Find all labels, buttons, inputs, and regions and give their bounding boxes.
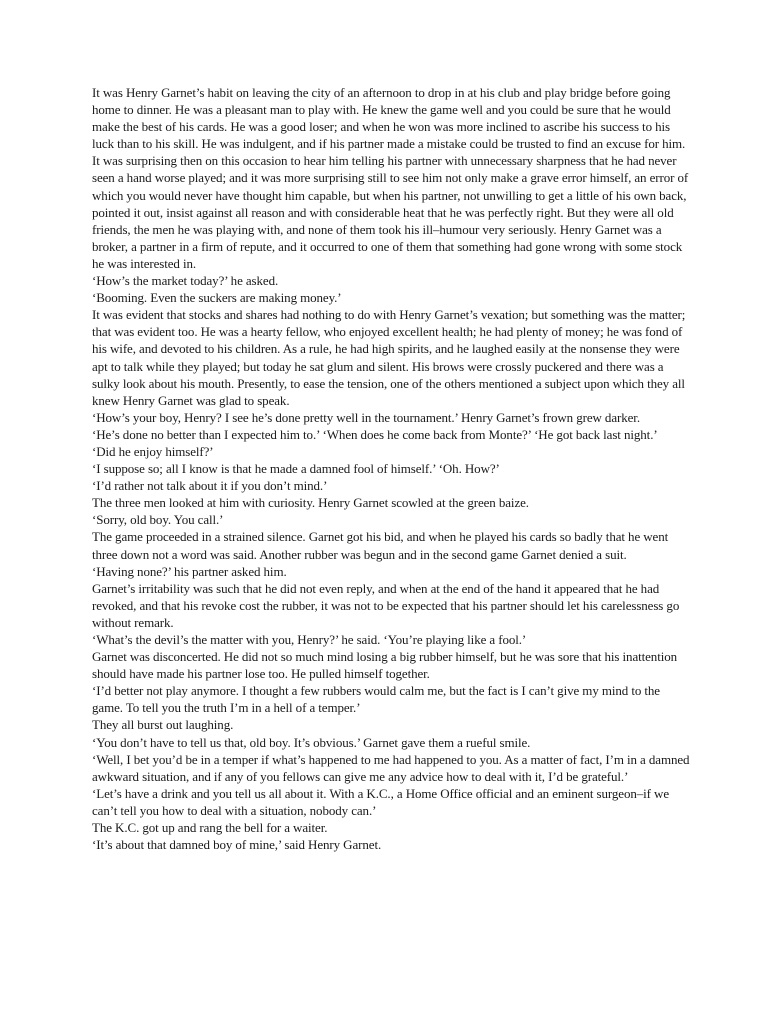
- dialogue-boy-question: ‘How’s your boy, Henry? I see he’s done pretty well in the tournament.’ Henry Garnet’s frown grew darker.: [92, 409, 640, 425]
- dialogue-having-none: ‘Having none?’ his partner asked him.: [92, 563, 287, 579]
- dialogue-fool: ‘I suppose so; all I know is that he made a damned fool of himself.’ ‘Oh. How?’: [92, 461, 500, 477]
- dialogue-devil: ‘What’s the devil’s the matter with you, Henry?’ he said. ‘You’re playing like a fool.’: [92, 632, 527, 647]
- paragraph-revoke: Garnet’s irritability was such that he did not even reply, and when at the end of the hand it appeared that he had revoked, and that his revoke cost the rubber, it was not to be expected that his partner should let his carelessness go without remark.: [92, 580, 680, 630]
- paragraph-strained-silence: The game proceeded in a strained silence. Garnet got his bid, and when he played his cards so badly that he went three down not a word was said. Another rubber was begun and in the second game Garnet denied a suit.: [92, 529, 669, 562]
- paragraph-curiosity: The three men looked at him with curiosity. Henry Garnet scowled at the green baize.: [92, 495, 529, 511]
- dialogue-temper: ‘I’d better not play anymore. I thought a few rubbers would calm me, but the fact is I can’t give my mind to the game. To tell you the truth I’m in a hell of a temper.’: [92, 683, 660, 716]
- paragraph-bell: The K.C. got up and rang the bell for a waiter.: [92, 820, 328, 836]
- paragraph-laughing: They all burst out laughing.: [92, 717, 234, 733]
- paragraph-opening: It was Henry Garnet’s habit on leaving the city of an afternoon to drop in at his club and play bridge before going home to dinner. He was a pleasant man to play with. He knew the game well and you could be sure that he would make the best of his cards. He was a good loser; and when he won was more inclined to ascribe his success to his luck than to his skill. He was indulgent, and if his partner made a mistake could be trusted to find an excuse for him. It was surprising then on this occasion to hear him telling his partner with unnecessary sharpness that he had never seen a hand worse played; and it was more surprising still to see him not only make a grave error himself, an error of which you would never have thought him capable, but when his partner, not unwilling to get a little of his own back, pointed it out, insist against all reason and with considerable heat that he was perfectly right. But they were all old friends, the men he was playing with, and none of them took his ill–humour very seriously. Henry Garnet was a broker, a partner in a firm of repute, and it occurred to one of them that something had gone wrong with some stock he was interested in.: [92, 85, 689, 271]
- dialogue-market-answer: ‘Booming. Even the suckers are making money.’: [92, 290, 342, 306]
- dialogue-market-question: ‘How’s the market today?’ he asked.: [92, 273, 279, 289]
- dialogue-drink: ‘Let’s have a drink and you tell us all about it. With a K.C., a Home Office official and an eminent surgeon–if we can’t tell you how to deal with a situation, nobody can.’: [92, 785, 670, 818]
- dialogue-enjoy: ‘Did he enjoy himself?’: [92, 443, 214, 459]
- paragraph-vexation: It was evident that stocks and shares had nothing to do with Henry Garnet’s vexation; but something was the matter; that was evident too. He was a hearty fellow, who enjoyed excellent health; he had plenty of money; he was fond of his wife, and devoted to his children. As a rule, he had high spirits, and he laughed easily at the nonsense they were apt to talk while they played; but today he sat glum and silent. His brows were crossly puckered and there was a sulky look about his mouth. Presently, to ease the tension, one of the others mentioned a subject upon which they all knew Henry Garnet was glad to speak.: [92, 307, 686, 408]
- dialogue-you-call: ‘Sorry, old boy. You call.’: [92, 512, 224, 528]
- document-page: [92, 84, 692, 853]
- dialogue-obvious: ‘You don’t have to tell us that, old boy. It’s obvious.’ Garnet gave them a rueful smile.: [92, 734, 531, 750]
- paragraph-disconcerted: Garnet was disconcerted. He did not so much mind losing a big rubber himself, but he was sore that his inattention should have made his partner lose too. He pulled himself together.: [92, 649, 678, 682]
- dialogue-awkward: ‘Well, I bet you’d be in a temper if what’s happened to me had happened to you. As a matter of fact, I’m in a damned awkward situation, and if any of you fellows can give me any advice how to deal with it, I’d be grateful.’: [92, 751, 690, 784]
- dialogue-rather-not: ‘I’d rather not talk about it if you don’t mind.’: [92, 478, 328, 494]
- dialogue-damned-boy: ‘It’s about that damned boy of mine,’ said Henry Garnet.: [92, 837, 382, 853]
- dialogue-monte: ‘He’s done no better than I expected him to.’ ‘When does he come back from Monte?’ ‘He got back last night.’: [92, 426, 658, 442]
